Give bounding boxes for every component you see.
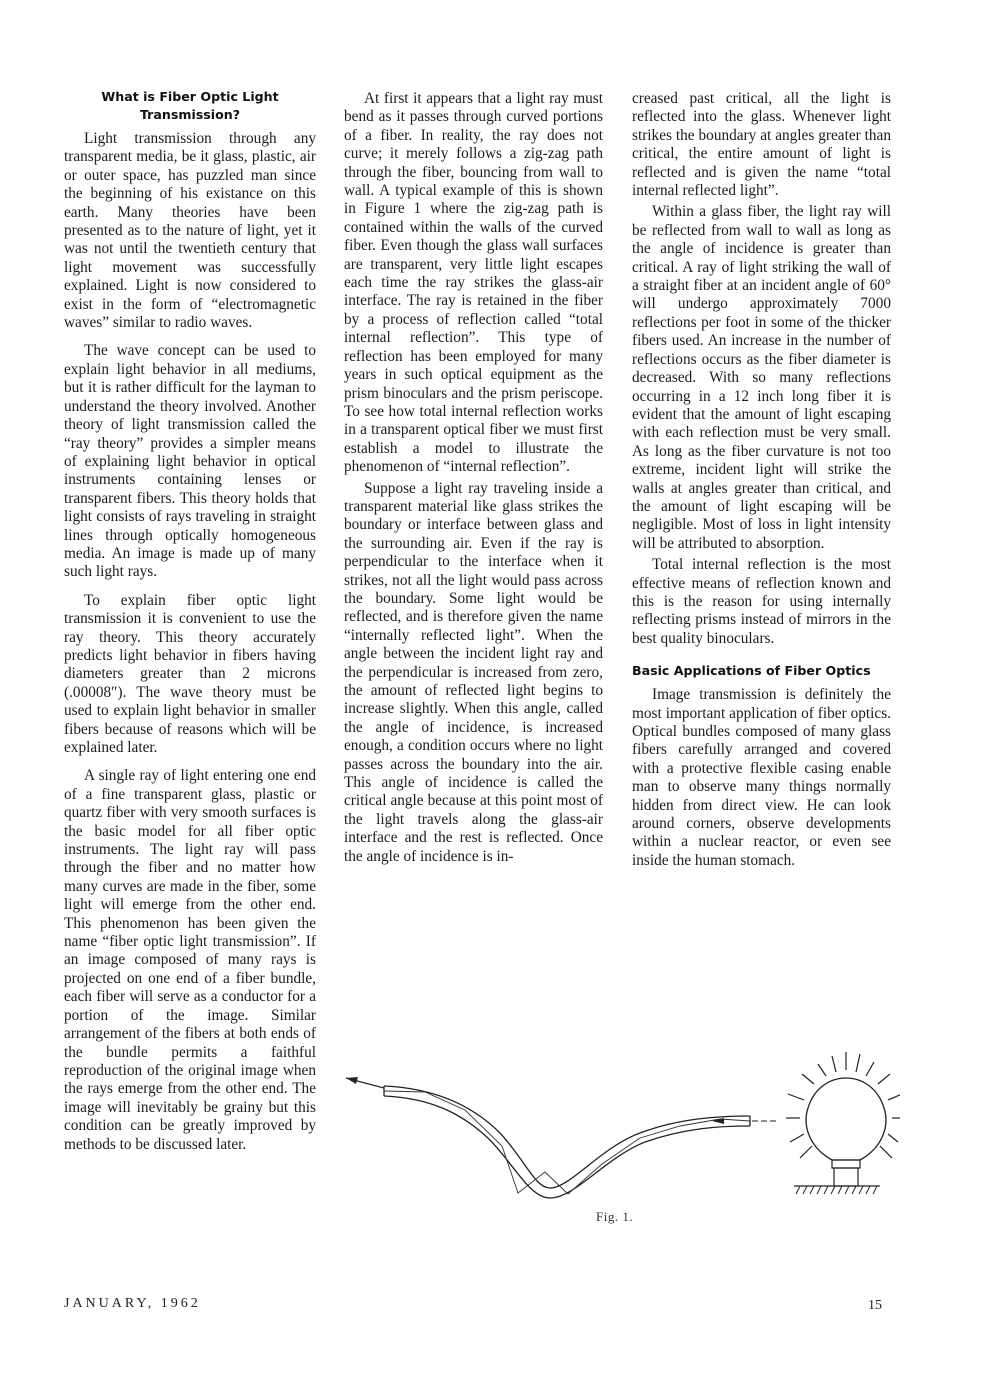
paragraph: Total internal reflection is the most effective means of reflection known and this is the reason for using internally reflecting prisms instead of mirrors in the best quality binoculars. [632,556,891,647]
paragraph: To explain fiber optic light transmission it is convenient to use the ray theory. This theory accurately predicts light behavior in fibers having diameters greater than 2 microns (.00008″). The wave theory must be used to explain light behavior in smaller fibers because of reasons which will be explained later. [64,591,316,756]
section-heading-fiber-optic-light-transmission: What is Fiber Optic Light Transmission? [101,89,279,122]
fiber-upper-wall [384,1086,750,1188]
page-number: 15 [868,1298,882,1313]
paragraph: Suppose a light ray traveling inside a transparent material like glass strikes the boundary or interface between glass and the surrounding air. Even if the ray is perpendicular to the interface when it strikes, not all the light would pass across the boundary. Some light would be reflected, and is therefore given the name “internally reflected light”. When the angle between the incident light ray and the perpendicular is increased from zero, the amount of reflected light begins to increase slightly. When this angle, called the angle of incidence, is increased enough, a condition occurs where no light passes across the boundary into the air. This angle of incidence is called the critical angle because at this point most of the light travels along the glass-air interface and the rest is reflected. Once the angle of incidence is in- [344,479,603,865]
column-3 [632,90,891,880]
figure-caption: Fig. 1. [596,1209,634,1224]
paragraph: creased past critical, all the light is reflected into the glass. Whenever light strikes the boundary at angles greater than critical, the entire amount of light is reflected and is given the name “total internal reflected light”. [632,90,891,200]
column-2 [344,90,603,876]
light-bulb-icon [786,1052,900,1194]
footer-issue-date: JANUARY, 1962 [64,1296,201,1311]
paragraph: A single ray of light entering one end of a fine transparent glass, plastic or quartz fiber with very smooth surfaces is the basic model for all fiber optic instruments. The light ray will pass through the fiber and no matter how many curves are made in the fiber, some light will emerge from the other end. This phenomenon has been given the name “fiber optic light transmission”. If an image composed of many rays is projected on one end of a fiber bundle, each fiber will serve as a conductor for a portion of the image. Similar arrangement of the fibers at both ends of the bundle permits a faithful reproduction of the original image when the rays emerge from the other end. The image will inevitably be grainy but this condition can be greatly improved by methods to be discussed later. [64,767,316,1153]
exit-arrowhead [346,1077,358,1084]
paragraph: At first it appears that a light ray must bend as it passes through curved portions of a fiber. In reality, the ray does not curve; it merely follows a zig-zag path through the fiber, bouncing from wall to wall. A typical example of this is shown in Figure 1 where the zig-zag path is contained within the walls of the curved fiber. Even though the glass wall surfaces are transparent, very little light escapes each time the ray strikes the glass-air interface. The ray is retained in the fiber by a process of reflection called “total internal reflection”. This type of reflection has been employed for many years in such optical equipment as the prism binoculars and the prism periscope. To see how total internal reflection works in a transparent optical fiber we must first establish a model to illustrate the phenomenon of “internal reflection”. [344,90,603,476]
paragraph: Within a glass fiber, the light ray will be reflected from wall to wall as long as the angle of incidence is greater than critical. A ray of light striking the wall of a straight fiber at an incident angle of 60° will undergo approximately 7000 reflections per foot in some of the thicker fibers used. An increase in the number of reflections occurs as the fiber diameter is decreased. With so many reflections occurring in a 12 inch long fiber it is evident that the amount of light escaping with each reflection must be very small. As long as the fiber curvature is not too extreme, incident light will strike the walls at angles greater than critical, and the amount of light escaping will be negligible. Most of loss in light intensity will be attributed to absorption. [632,203,891,552]
paragraph: Light transmission through any transparent media, be it glass, plastic, air or outer space, has puzzled man since the beginning of his existance on this earth. Many theories have been presented as to the nature of light, yet it was not until the twentieth century that light movement was successfully explained. Light is now considered to exist in the form of “electromagnetic waves” similar to radio waves. [64,130,316,332]
paragraph: The wave concept can be used to explain light behavior in all mediums, but it is rather difficult for the layman to understand the theory involved. Another theory of light transmission called the “ray theory” provides a simpler means of explaining light behavior in optical instruments containing lenses or transparent fibers. This theory holds that light consists of rays traveling in straight lines through optically homogeneous media. An image is made up of many such light rays. [64,342,316,581]
section-heading-basic-applications: Basic Applications of Fiber Optics [632,663,871,679]
fiber-lower-wall [384,1096,750,1198]
column-1 [64,88,316,1164]
paragraph: Image transmission is definitely the most important application of fiber optics. Optical bundles composed of many glass fibers carefully arranged and covered with a protective flexible casing enable man to observe many things normally hidden from direct view. He can look around corners, observe developments within a nuclear reactor, or even see inside the human stomach. [632,686,891,869]
